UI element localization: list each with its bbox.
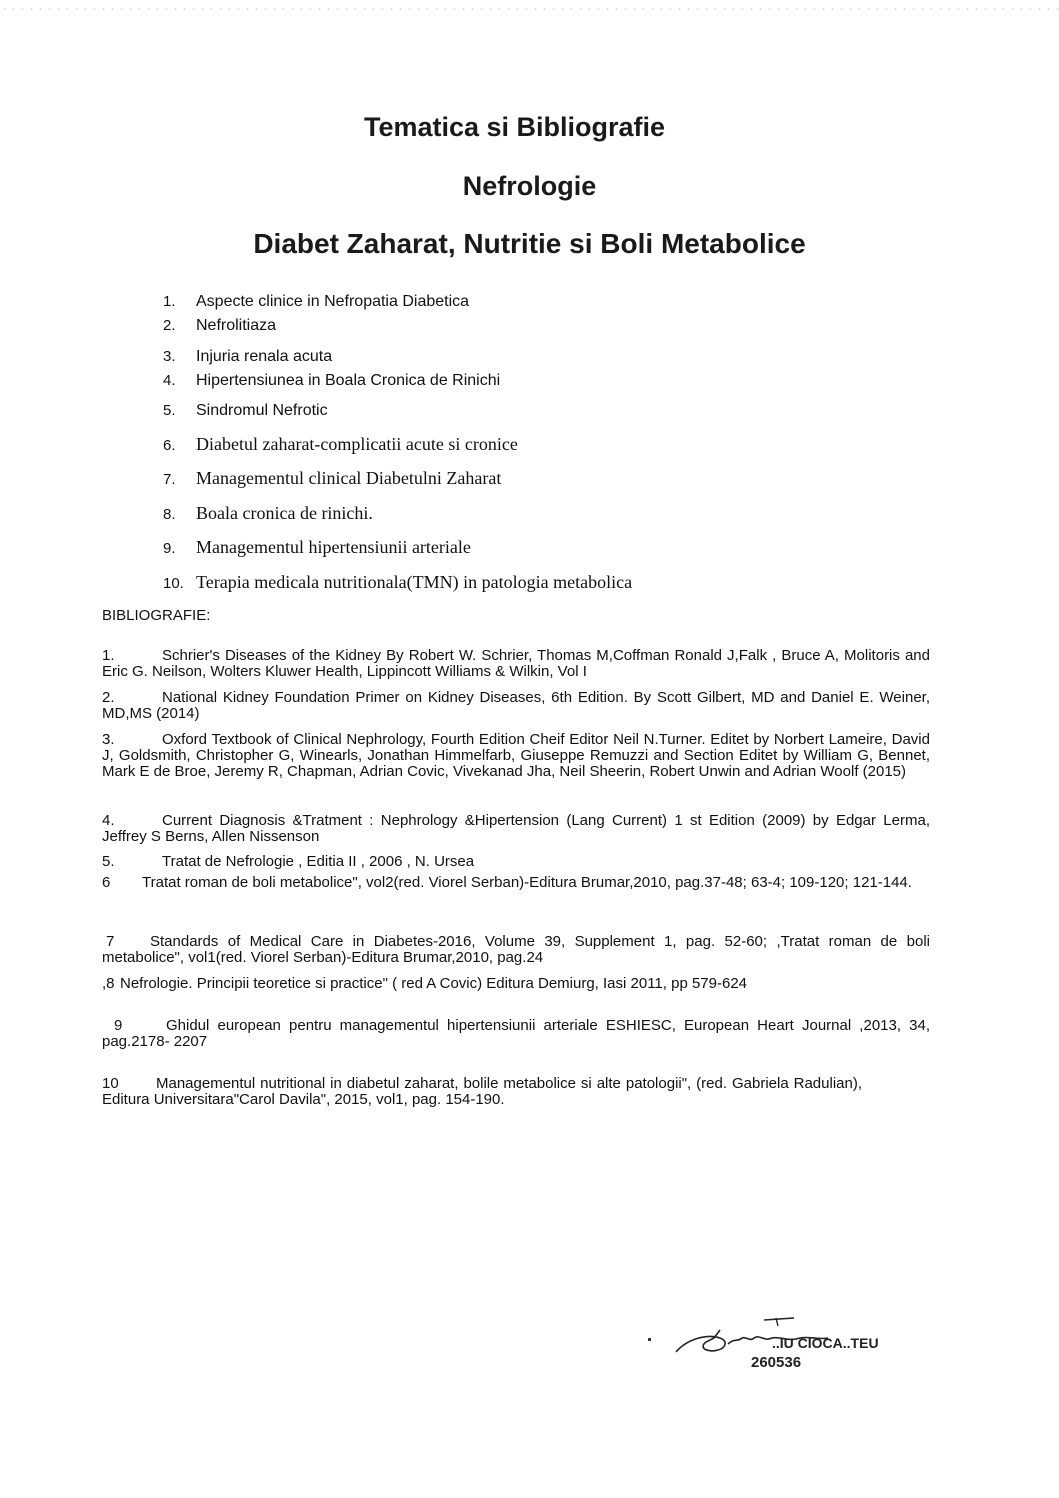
list-item: 4. Hipertensiunea in Boala Cronica de Rinichi — [163, 372, 501, 389]
page-subtitle: Nefrologie — [462, 171, 597, 201]
bibliography-title: BIBLIOGRAFIE: — [102, 607, 211, 624]
scan-mark — [648, 1338, 651, 1341]
reference-item: ,8 Nefrologie. Principii teoretice si practice" ( red A Covic) Editura Demiurg, Iasi 2011, pp 579-624 — [102, 975, 748, 992]
list-item: 10. Terapia medicala nutritionala(TMN) in patologia metabolica — [163, 572, 633, 592]
page-title: Tematica si Bibliografie — [363, 112, 666, 142]
page-headings — [0, 112, 1059, 260]
reference-item: 1. Schrier's Diseases of the Kidney By Robert W. Schrier, Thomas M,Coffman Ronald J,Falk , Bruce A, Molitoris and Eric G. Neilson, Wolters Kluwer Health, Lippincott Williams & Wilkin, Vol I — [102, 647, 930, 680]
reference-item: 6 Tratat roman de boli metabolice", vol2(red. Viorel Serban)-Editura Brumar,2010, pag.37-48; 63-4; 109-120; 121-144. — [102, 874, 912, 891]
list-item: 8. Boala cronica de rinichi. — [163, 503, 373, 523]
reference-item: 5. Tratat de Nefrologie , Editia II , 2006 , N. Ursea — [102, 853, 475, 870]
list-item: 5. Sindromul Nefrotic — [163, 402, 328, 419]
stamp-code: 260536 — [751, 1354, 802, 1371]
reference-item: 3. Oxford Textbook of Clinical Nephrology, Fourth Edition Cheif Editor Neil N.Turner. Editet by Norbert Lameire, David J, Goldsmith, Christopher G, Winearls, Jonathan Himmelfarb, Giuseppe Remuzzi and Section Editet by William G, Bennet, Mark E de Broe, Jeremy R, Chapman, Adrian Covic, Vivekanad Jha, Neil Sheerin, Robert Unwin and Adrian Woolf (2015) — [102, 731, 930, 780]
list-item: 1. Aspecte clinice in Nefropatia Diabetica — [163, 293, 470, 310]
reference-item: 10 Managementul nutritional in diabetul zaharat, bolile metabolice si alte patologii", (red. Gabriela Radulian), Editura Universitara"Carol Davila", 2015, vol1, pag. 154-190. — [102, 1075, 862, 1108]
scan-noise — [0, 6, 1059, 12]
list-item: 3. Injuria renala acuta — [163, 348, 333, 365]
list-item: 7. Managementul clinical Diabetulni Zaharat — [163, 468, 502, 488]
reference-item: 7 Standards of Medical Care in Diabetes-2016, Volume 39, Supplement 1, pag. 52-60; ,Tratat roman de boli metabolice", vol1(red. Viorel Serban)-Editura Brumar,2010, pag.24 — [102, 933, 930, 966]
reference-item: 2. National Kidney Foundation Primer on Kidney Diseases, 6th Edition. By Scott Gilbert, MD and Daniel E. Weiner, MD,MS (2014) — [102, 689, 930, 722]
list-item: 6. Diabetul zaharat-complicatii acute si cronice — [163, 434, 518, 454]
stamp-name: ..IU CIOCA..TEU — [772, 1335, 879, 1351]
reference-item: 4. Current Diagnosis &Tratment : Nephrology &Hipertension (Lang Current) 1 st Edition (2009) by Edgar Lerma, Jeffrey S Berns, Allen Nissenson — [102, 812, 930, 845]
list-item: 9. Managementul hipertensiunii arteriale — [163, 537, 471, 557]
reference-item: 9 Ghidul european pentru managementul hipertensiunii arteriale ESHIESC, European Heart Journal ,2013, 34, pag.2178- 2207 — [102, 1017, 930, 1050]
list-item: 2. Nefrolitiaza — [163, 317, 277, 334]
section-title: Diabet Zaharat, Nutritie si Boli Metabolice — [253, 228, 806, 259]
